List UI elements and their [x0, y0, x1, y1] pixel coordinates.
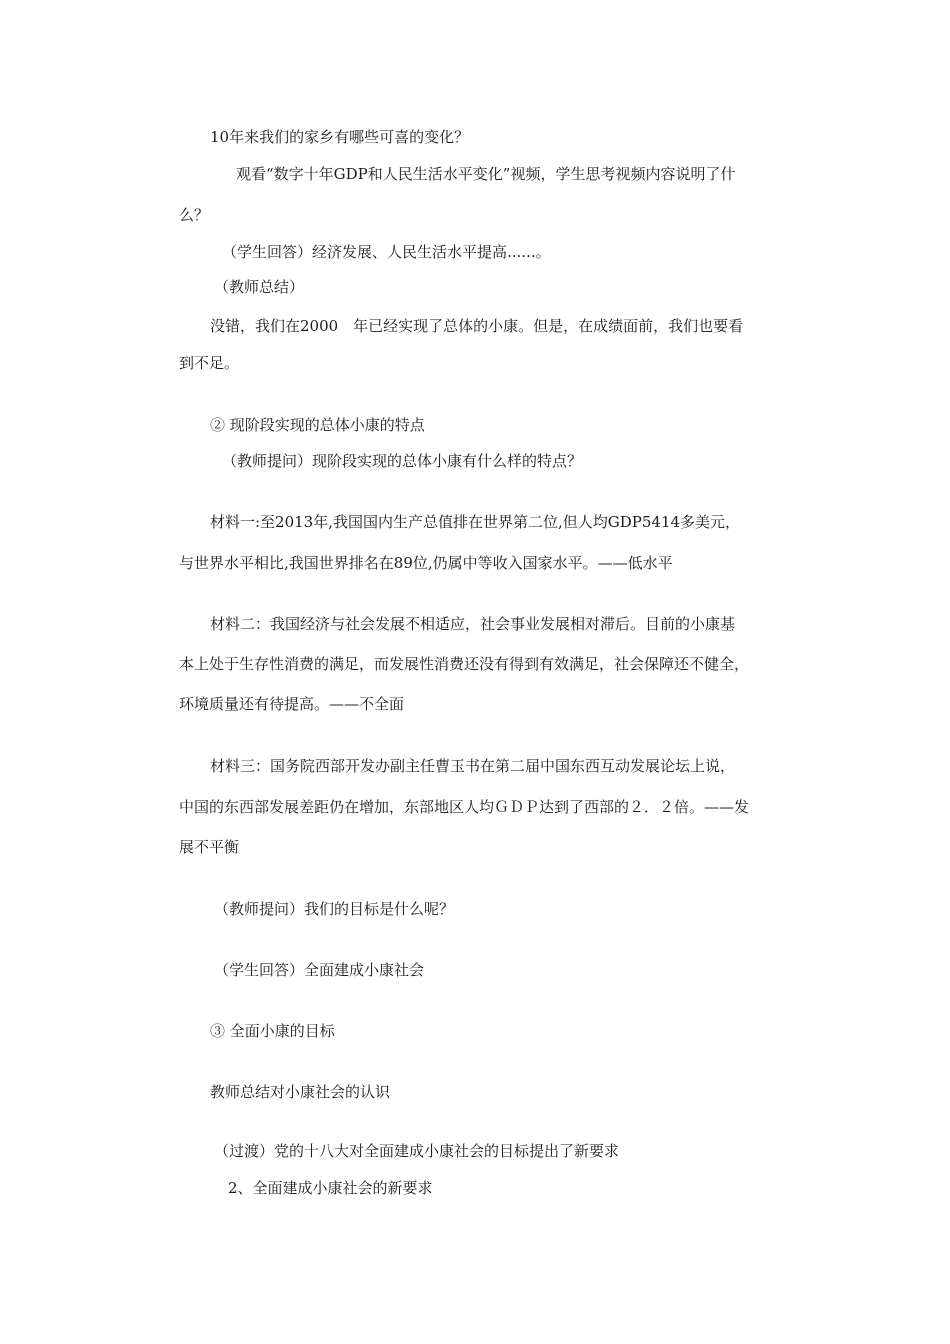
text-line: 中国的东西部发展差距仍在增加，东部地区人均ＧＤＰ达到了西部的２．２倍。——发	[179, 798, 750, 816]
text-line: （教师提问）我们的目标是什么呢？	[214, 900, 455, 918]
text-line: （学生回答）全面建成小康社会	[214, 961, 425, 979]
text-line: 与世界水平相比,我国世界排名在89位,仍属中等收入国家水平。——低水平	[179, 554, 673, 572]
text-line: 材料一:至2013年,我国国内生产总值排在世界第二位,但人均GDP5414多美元，	[210, 513, 741, 531]
text-line: 到不足。	[179, 354, 240, 372]
text-line: 观看“数字十年GDP和人民生活水平变化”视频，学生思考视频内容说明了什	[236, 165, 736, 183]
text-line: 10年来我们的家乡有哪些可喜的变化？	[210, 128, 470, 146]
text-line: 材料二：我国经济与社会发展不相适应，社会事业发展相对滞后。目前的小康基	[210, 615, 736, 633]
text-line: （教师提问）现阶段实现的总体小康有什么样的特点？	[222, 452, 583, 470]
text-line: （学生回答）经济发展、人民生活水平提高......。	[222, 243, 551, 261]
text-line: 没错，我们在2000 年已经实现了总体的小康。但是，在成绩面前，我们也要看	[210, 317, 744, 335]
text-line: 教师总结对小康社会的认识	[210, 1083, 391, 1101]
text-line: 材料三：国务院西部开发办副主任曹玉书在第二届中国东西互动发展论坛上说，	[210, 757, 736, 775]
text-line: （教师总结）	[214, 278, 305, 296]
section-heading: ③ 全面小康的目标	[210, 1022, 335, 1040]
text-line: 本上处于生存性消费的满足，而发展性消费还没有得到有效满足，社会保障还不健全，	[179, 655, 750, 673]
section-heading: ② 现阶段实现的总体小康的特点	[210, 416, 425, 434]
text-line: 环境质量还有待提高。——不全面	[179, 695, 405, 713]
text-line: （过渡）党的十八大对全面建成小康社会的目标提出了新要求	[214, 1142, 620, 1160]
section-heading: 2、全面建成小康社会的新要求	[228, 1179, 433, 1197]
text-line: 展不平衡	[179, 838, 240, 856]
text-line: 么？	[179, 206, 210, 224]
